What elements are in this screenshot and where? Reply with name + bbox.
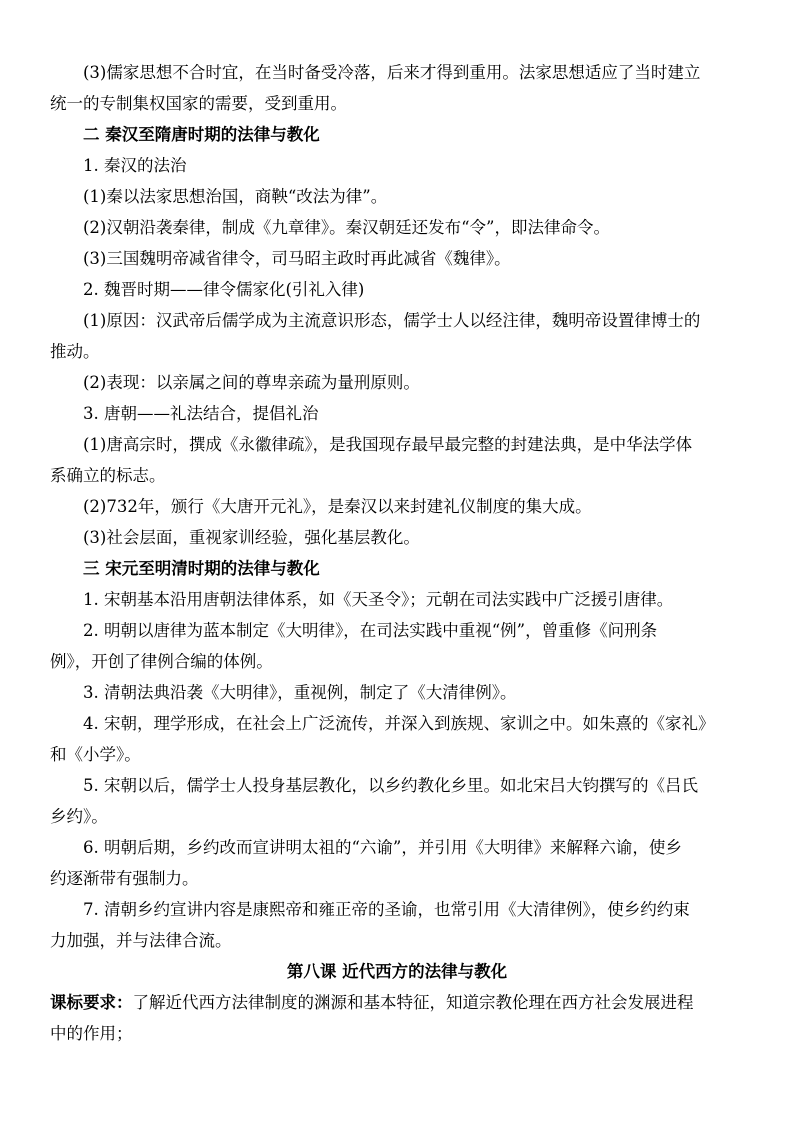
paragraph-line: (1)秦以法家思想治国，商鞅“改法为律”。 xyxy=(83,187,388,206)
paragraph-line: 例》，开创了律例合编的体例。 xyxy=(50,652,273,671)
paragraph-line: (1)原因：汉武帝后儒学成为主流意识形态，儒学士人以经注律，魏明帝设置律博士的 xyxy=(83,311,701,330)
paragraph-line: 5. 宋朝以后，儒学士人投身基层教化，以乡约教化乡里。如北宋吕大钧撰写的《吕氏 xyxy=(83,776,698,795)
paragraph-line: 推动。 xyxy=(50,342,100,361)
paragraph-line: 和《小学》。 xyxy=(50,745,141,764)
paragraph-line: (3)儒家思想不合时宜，在当时备受冷落，后来才得到重用。法家思想适应了当时建立 xyxy=(83,63,701,82)
subsection-heading: 2. 魏晋时期——律令儒家化(引礼入律) xyxy=(83,280,365,299)
subsection-heading: 3. 唐朝——礼法结合，提倡礼治 xyxy=(83,404,319,423)
paragraph-line: (2)732年，颁行《大唐开元礼》，是秦汉以来封建礼仪制度的集大成。 xyxy=(83,497,592,516)
paragraph-line: 统一的专制集权国家的需要，受到重用。 xyxy=(50,94,347,113)
section-heading: 三 宋元至明清时期的法律与教化 xyxy=(83,559,320,578)
paragraph-line: (3)三国魏明帝减省律令，司马昭主政时再此减省《魏律》。 xyxy=(83,249,511,268)
paragraph-line: 中的作用； xyxy=(50,1024,133,1043)
curriculum-requirement-line xyxy=(50,992,750,1014)
curriculum-requirement-text: 了解近代西方法律制度的渊源和基本特征，知道宗教伦理在西方社会发展进程 xyxy=(132,993,694,1012)
paragraph-line: 力加强，并与法律合流。 xyxy=(50,931,232,950)
paragraph-line: 乡约》。 xyxy=(50,807,108,826)
curriculum-requirement-label: 课标要求： xyxy=(50,993,133,1012)
paragraph-line: 1. 宋朝基本沿用唐朝法律体系，如《天圣令》；元朝在司法实践中广泛援引唐律。 xyxy=(83,590,674,609)
paragraph-line: (2)汉朝沿袭秦律，制成《九章律》。秦汉朝廷还发布“令”，即法律命令。 xyxy=(83,218,610,237)
paragraph-line: (1)唐高宗时，撰成《永徽律疏》，是我国现存最早最完整的封建法典，是中华法学体 xyxy=(83,435,693,454)
paragraph-line: (2)表现：以亲属之间的尊卑亲疏为量刑原则。 xyxy=(83,373,420,392)
paragraph-line: 2. 明朝以唐律为蓝本制定《大明律》，在司法实践中重视“例”，曾重修《问刑条 xyxy=(83,621,658,640)
paragraph-line: 6. 明朝后期，乡约改而宣讲明太祖的“六谕”，并引用《大明律》来解释六谕，使乡 xyxy=(83,838,682,857)
paragraph-line: 约逐渐带有强制力。 xyxy=(50,869,199,888)
paragraph-line: 7. 清朝乡约宣讲内容是康熙帝和雍正帝的圣谕，也常引用《大清律例》，使乡约约束 xyxy=(83,900,690,919)
subsection-heading: 1. 秦汉的法治 xyxy=(83,156,187,175)
section-heading: 二 秦汉至隋唐时期的法律与教化 xyxy=(83,125,320,144)
paragraph-line: 系确立的标志。 xyxy=(50,466,166,485)
paragraph-line: 3. 清朝法典沿袭《大明律》，重视例，制定了《大清律例》。 xyxy=(83,683,517,702)
paragraph-line: (3)社会层面，重视家训经验，强化基层教化。 xyxy=(83,528,420,547)
paragraph-line: 4. 宋朝，理学形成，在社会上广泛流传，并深入到族规、家训之中。如朱熹的《家礼》 xyxy=(83,714,715,733)
lesson-title: 第八课 近代西方的法律与教化 xyxy=(286,962,508,981)
